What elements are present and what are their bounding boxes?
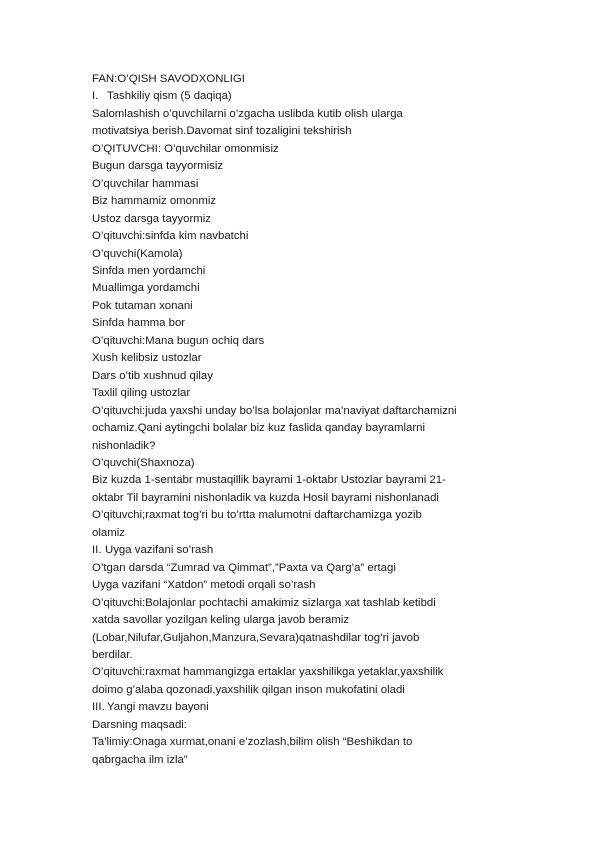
text-line: doimo g’alaba qozonadi,yaxshilik qilgan inson mukofatini oladi [92,683,405,696]
text-line: motivatsiya berish.Davomat sinf tozaligini tekshirish [92,125,352,138]
text-line: oktabr Til bayramini nishonladik va kuzda Hosil bayrami nishonlanadi [92,491,439,504]
section-title: Uyga vazifani so’rash [105,544,214,557]
text-line: Muallimga yordamchi [92,282,200,295]
text-line: Ta’limiy:Onaga xurmat,onani e’zozlash,bilim olish “Beshikdan to [92,736,413,749]
text-line: O’qituvchi:raxmat hammangizga ertaklar yaxshilikga yetaklar,yaxshilik [92,666,444,679]
text-line: qabrgacha ilm izla” [92,753,188,766]
text-line: O’qituvchi:Bolajonlar pochtachi amakimiz sizlarga xat tashlab ketibdi [92,596,436,609]
text-line: olamiz [92,526,125,539]
text-line: O’qituvchi:juda yaxshi unday bo’lsa bolajonlar ma’naviyat daftarchamizni [92,404,457,417]
text-line: O’quvchilar hammasi [92,177,199,190]
section-heading-3 [92,699,556,716]
text-line: Pok tutaman xonani [92,299,193,312]
text-line: Uyga vazifani “Xatdon” metodi orqali so’rash [92,579,316,592]
text-line: Taxlil qiling ustozlar [92,387,191,400]
text-line: ochamiz.Qani aytingchi bolalar biz kuz faslida qanday bayramlarni [92,422,426,435]
text-line: O’qituvchi:sinfda kim navbatchi [92,230,249,243]
text-line: Biz hammamiz omonmiz [92,195,217,208]
text-line: Biz kuzda 1-sentabr mustaqillik bayrami 1-oktabr Ustozlar bayrami 21- [92,474,446,487]
section-number: II. [92,544,102,557]
text-line: Darsning maqsadi: [92,718,187,731]
text-line: Salomlashish o’quvchilarni o’zgacha uslibda kutib olish ularga [92,107,403,120]
text-line: Xush kelibsiz ustozlar [92,352,202,365]
text-line: O’quvchi(Kamola) [92,247,183,260]
section-title: Yangi mavzu bayoni [107,701,209,714]
text-line: O’QITUVCHI: O’quvchilar omonmisiz [92,142,279,155]
text-line: nishonladik? [92,439,156,452]
text-line: O’qituvchi:Mana bugun ochiq dars [92,334,265,347]
section-heading-2 [92,542,556,559]
section-number: I. [92,90,99,103]
text-line: O’quvchi(Shaxnoza) [92,456,195,469]
text-line: Bugun darsga tayyormisiz [92,160,224,173]
section-heading-1 [92,88,556,105]
text-line: xatda savollar yozilgan keling ularga javob beramiz [92,614,350,627]
section-title: Tashkiliy qism (5 daqiqa) [107,90,232,103]
text-line: Dars o’tib xushnud qilay [92,369,213,382]
text-line: (Lobar,Nilufar,Guljahon,Manzura,Sevara)qatnashdilar tog’ri javob [92,631,420,644]
text-line: O’tgan darsda “Zumrad va Qimmat”,”Paxta va Qarg’a” ertagi [92,561,396,574]
text-line: Ustoz darsga tayyormiz [92,212,212,225]
section-number: III. [92,701,105,714]
text-line: Sinfda hamma bor [92,317,186,330]
text-line: O’qituvchi;raxmat tog’ri bu to’rtta malumotni daftarchamizga yozib [92,509,422,522]
subject-heading: FAN:O’QISH SAVODXONLIGI [92,73,245,85]
text-line: berdilar. [92,648,133,661]
text-line: Sinfda men yordamchi [92,264,206,277]
